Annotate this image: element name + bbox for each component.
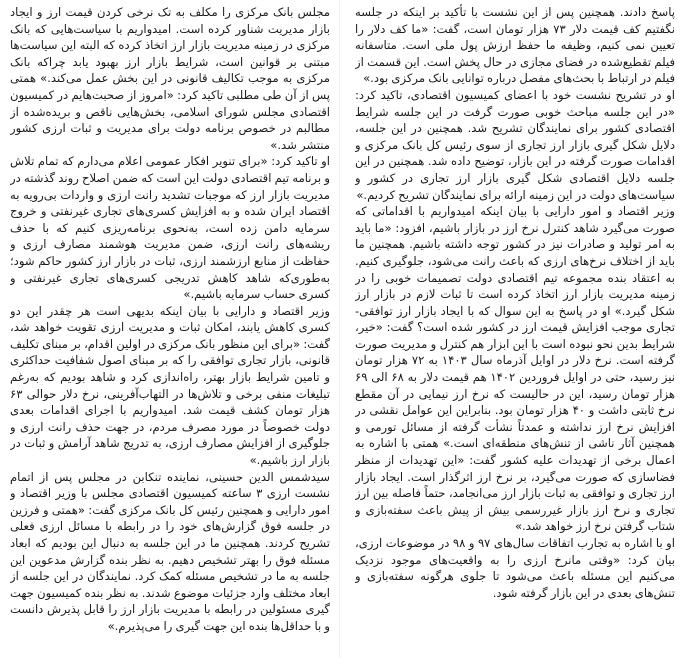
article-paragraph: وزیر اقتصاد و دارایی با بیان اینکه بدیهی است هر چقدر این دو کسری کاهش یابند، امکان ثبات و مدیریت ارزی تقویت خواهد شد، گفت: «برای این منظور بانک مرکزی در اولین اقدام، بر مبنای تکلیف قانونی، بازار تجاری توافقی را که بر مبنای اصول شفافیت حداکثری و تامین شرایط بازار بهتر، راه‌اندازی کرد و شاهد بودیم که به‌رغم تبلیغات منفی برخی و تلاش‌ها در التهاب‌آفرینی، نرخ دلار حوالی ۶۳ هزار تومان کشف قیمت شد. امیدواریم با اجرای اقدامات بعدی دولت خصوصاً در مورد مصرف مردم، در جهت حذف رانت ارزی و جلوگیری از افزایش مصارف ارزی، به تدریج شاهد آرامش و ثبات در بازار ارز باشیم.» bbox=[10, 303, 330, 468]
article-column-left bbox=[10, 4, 330, 654]
article-paragraph: او در تشریح نشست خود با اعضای کمیسیون اقتصادی، تاکید کرد: «در این جلسه مباحث خوبی صورت گرفت در این جلسه شرایط اقتصادی کشور برای نمایندگان تشریح شد. همچنین در این جلسه، دلایل شکل گیری بازار ارز تجاری از سوی رئیس کل بانک مرکزی و اقدامات صورت گرفته در این بازار، توضیح داده شد. همچنین در این جلسه دلایل اقتصادی شکل گیری بازار ارز تجاری در کشور و سیاست‌های دولت در این زمینه ارائه برای نمایندگان تشریح کردیم.» bbox=[355, 87, 675, 202]
column-divider bbox=[339, 0, 340, 658]
article-paragraph: مجلس بانک مرکزی را مکلف به تک نرخی کردن قیمت ارز و ایجاد بازار مدیریت شناور کرده است. امیدواریم با سیاست‌هایی که بانک مرکزی در زمینه مدیریت بازار ارز اتخاذ کرده که البته این سیاست‌ها مبتنی بر قوانین است، شرایط بازار ارز بهبود یابد چراکه بانک مرکزی به موجب تکالیف قانونی در این بخش عمل می‌کند.» همتی پس از آن طی مطلبی تاکید کرد: «امروز از صحبت‌هایم در کمیسیون اقتصادی مجلس شورای اسلامی، بخش‌هایی ناقص و بریده‌شده از مطالبم در خصوص برنامه دولت برای مدیریت و ثبات ارزی کشور منتشر شد.» bbox=[10, 5, 330, 152]
article-paragraph: وزیر اقتصاد و امور دارایی با بیان اینکه امیدواریم با اقداماتی که صورت می‌گیرد شاهد کنترل نرخ ارز در بازار باشیم، افزود: «ما باید به امر تولید و صادرات نیز در کشور توجه داشته باشیم. همچنین ما باید از اختلاف نرخ‌های ارزی که باعث رانت می‌شود، جلوگیری کنیم. به اعتقاد بنده مجموعه تیم اقتصادی دولت تصمیمات خوبی را در زمینه مدیریت بازار ارز اتخاذ کرده است تا ثبات لازم در بازار ارز شکل گیرد.» او در پاسخ به این سوال که با ایجاد بازار ارز توافقی-تجاری موجب افزایش قیمت ارز در کشور شده است؟ گفت: «خیر، شرایط بدین نحو نبوده است با این ابزار هم کنترل و مدیریت صورت گرفته است. نرخ دلار در اوایل آذرماه سال ۱۴۰۳ به ۷۲ هزار تومان نیز رسید، حتی در اوایل فروردین ۱۴۰۲ هم قیمت دلار به ۶۸ الی ۶۹ هزار تومان رسید، این در حالیست که نرخ ارز نیمایی در آن مقطع نرخ ثابتی داشت و ۴۰ هزار تومان بود. بنابراین این عوامل نقشی در افزایش نرخ ارز نداشته و عمدتاً نشأت گرفته از مسائل تورمی و همچنین آثار ناشی از تنش‌های منطقه‌ای است.» همتی با اشاره به اعمال برخی از تهدیدات علیه کشور گفت: «این تهدیدات از منظر فضاسازی که صورت می‌گیرد، بر نرخ ارز اثرگذار است. ایجاد بازار ارز تجاری و توافقی به ثبات بازار ارز می‌انجامد، حتماً فاصله بین ارز تجاری و نرخ ارز بازار غیررسمی بیش از پیش باعث سفته‌بازی و شتاب گرفتن نرخ ارز خواهد شد.» bbox=[355, 204, 675, 534]
article-paragraph: سیدشمس الدین حسینی، نماینده تنکابن در مجلس پس از اتمام نشست ارزی ۳ ساعته کمیسیون اقتصادی مجلس با وزیر اقتصاد و امور دارایی و همچنین رئیس کل بانک مرکزی گفت: «همتی و فرزین در جلسه فوق گزارش‌های خود را در رابطه با مسائل ارزی فعلی تشریح کردند. همچنین ما در این جلسه به دنبال این بودیم که ابعاد مسئله فوق را بهتر تشخیص دهیم. به نظر بنده گزارش مدعوین این جلسه به ما در تشخیص مسئله کمک کرد. نمایندگان در این جلسه از ابعاد مختلف وارد جزئیات موضوع شدند. به نظر بنده کمیسیون جهت گیری مسئولین در رابطه با مدیریت بازار ارز را قابل پذیرش دانست و با حداقل‌ها بنده این جهت گیری را می‌پذیرم.» bbox=[10, 469, 330, 633]
article-paragraph: پاسخ دادند. همچنین پس از این نشست با تأکید بر اینکه در جلسه نگفتیم کف قیمت دلار ۷۳ هزار تومان است، گفت: «ما کف دلار را تعیین نمی کنیم، وظیفه ما حفظ ارزش پول ملی است. متاسفانه فیلم تقطیع‌شده در فضای مجازی در حال پخش است. این قسمت از فیلم در ارتباط با بحث‌های مفصل درباره توانایی بانک مرکزی بود.» bbox=[355, 5, 675, 86]
article-column-right bbox=[355, 4, 675, 654]
article-paragraph: او تاکید کرد: «برای تنویر افکار عمومی اعلام می‌دارم که تمام تلاش و برنامه تیم اقتصادی دولت این است که ضمن اصلاح روند گذشته در مدیریت بازار ارز که موجبات تشدید رانت ارزی و واردات بی‌رویه به اقتصاد ایران شده و به افزایش کسری‌های تجاری غیرنفتی و خروج سرمایه دامن زده است، به‌نحوی برنامه‌ریزی کنیم که با حذف ریشه‌های رانت ارزی، ضمن مدیریت هوشمند مصارف ارزی و حفاظت از منابع ارزشمند ارزی، ثبات در بازار ارز کشور حاکم شود؛ به‌طوری‌که شاهد کاهش تدریجی کسری‌های تجاری غیرنفتی و کسری حساب سرمایه باشیم.» bbox=[10, 154, 330, 302]
article-paragraph: او با اشاره به تجارب اتفاقات سال‌های ۹۷ و ۹۸ در موضوعات ارزی، بیان کرد: «وقتی مانرخ ارزی را به واقعیت‌های موجود نزدیک می‌کنیم این مسئله باعث می‌شود تا جلوی هرگونه سفته‌بازی و تنش‌های بعدی در این بازار گرفته شود. bbox=[355, 536, 675, 600]
